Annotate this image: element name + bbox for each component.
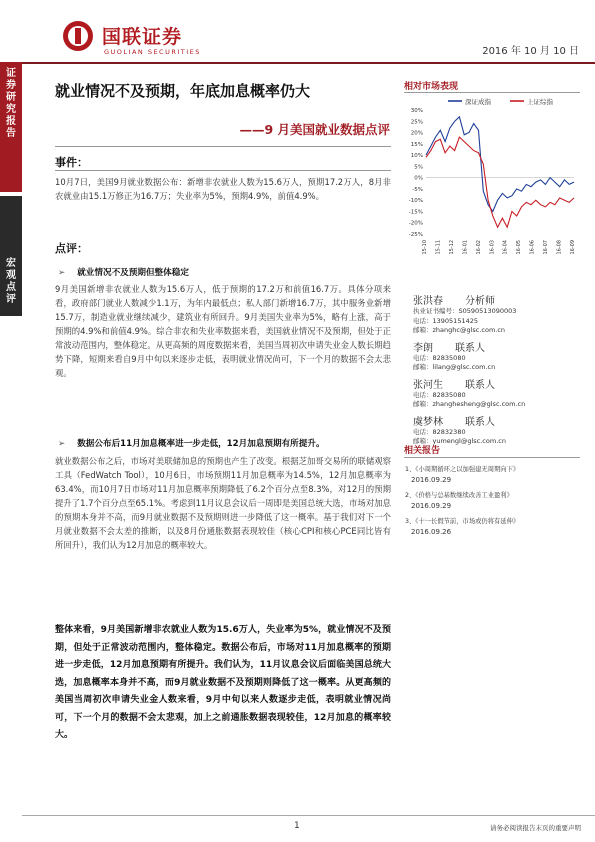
header-divider (0, 62, 595, 64)
x-tick-label: 16-01 (462, 240, 469, 255)
band-char: 究 (6, 104, 16, 115)
point1-heading (58, 266, 394, 278)
x-tick-label: 16-04 (502, 240, 509, 255)
arrow-icon: ➢ (58, 439, 66, 449)
footer-divider (22, 815, 595, 816)
analyst-entry (413, 292, 583, 336)
x-tick-label: 15-10 (422, 240, 428, 255)
band-char: 宏 (6, 258, 16, 269)
guolian-logo-icon (62, 20, 94, 52)
event-label: 事件： (55, 156, 88, 169)
related-report-title[interactable]: 2、《价格与总基数继续改善工业盈利》 (405, 492, 513, 499)
point1-heading-text: 就业情况不及预期但整体稳定 (77, 268, 189, 278)
report-category-band (0, 196, 22, 316)
analyst-name: 张河生 (413, 379, 443, 391)
related-report-list (405, 465, 585, 543)
x-tick-label: 16-02 (475, 240, 482, 255)
related-report-item[interactable] (405, 465, 585, 485)
related-report-title[interactable]: 1、《小周期循环之以加强建无周期向下》 (405, 466, 520, 473)
legend-label: 上证综指 (527, 98, 553, 106)
analyst-detail: 电话：13905151425 (413, 316, 478, 325)
y-tick-label: 0% (414, 175, 423, 182)
page-number: 1 (294, 821, 300, 831)
related-report-date: 2016.09.29 (411, 476, 452, 484)
band-char: 告 (6, 128, 16, 139)
summary-text: 整体来看，9月美国新增非农就业人数为15.6万人，失业率为5%，就业情况不及预期，但处于正常波动范围内，整体稳定。数据公布后，市场对11月加息概率的预期进一步走低，12月加息预期有所提升。我们认为，11月议息会议后面临美国总统大选，加息概率本身并不高，而9月就业数据不及预期则降低了这一概率。从更高频的美国当周初次申请失业金人数来看，9月中旬以来人数逐步走低，表明就业情况尚可，下一个月的数据不会太悲观，加上之前通胀数据表现较佳，12月加息的概率较大。 (55, 625, 391, 740)
report-date: 2016 年 10 月 10 日 (482, 46, 579, 57)
report-title: 就业情况不及预期，年底加息概率仍大 (55, 82, 311, 100)
analyst-entry (413, 413, 583, 447)
y-tick-label: -15% (408, 209, 423, 216)
band-char: 证 (6, 68, 16, 79)
x-tick-label: 16-05 (516, 240, 523, 255)
point2-heading (58, 437, 394, 449)
analyst-name: 张洪春 (413, 296, 443, 307)
analyst-list (413, 292, 583, 450)
event-divider (55, 170, 391, 171)
analyst-name: 虞梦林 (413, 416, 443, 428)
analyst-detail: 电话：82835080 (413, 390, 466, 399)
y-tick-label: 30% (410, 108, 423, 114)
analyst-email[interactable]: 邮箱：yumengl@glsc.com.cn (413, 437, 506, 445)
brand-name-en: GUOLIAN SECURITIES (104, 48, 201, 56)
band-char: 点 (6, 282, 16, 293)
y-tick-label: 15% (410, 141, 423, 148)
x-tick-label: 16-03 (489, 240, 496, 255)
series-line (426, 117, 574, 212)
y-tick-label: 5% (414, 164, 423, 171)
y-tick-label: 20% (410, 130, 423, 137)
band-char: 券 (6, 80, 16, 91)
analyst-entry (413, 339, 583, 373)
x-tick-label: 16-07 (543, 240, 550, 255)
related-report-title[interactable]: 3、《十一长假节前，市场或仍将有延伸》 (405, 518, 520, 525)
band-char: 观 (6, 270, 16, 281)
analyst-entry (413, 376, 583, 410)
title-divider (55, 146, 391, 147)
x-tick-label: 15-12 (448, 240, 455, 255)
brand-name-cn: 国联证券 (102, 26, 183, 48)
band-char: 报 (6, 116, 16, 127)
analyst-role: 联系人 (465, 416, 495, 428)
analyst-role: 联系人 (455, 342, 485, 354)
comment-label: 点评： (55, 242, 88, 255)
band-char: 评 (6, 294, 16, 305)
analyst-email[interactable]: 邮箱：zhanghc@glsc.com.cn (413, 326, 506, 334)
report-subtitle: ——9 月美国就业数据点评 (239, 122, 390, 137)
arrow-icon: ➢ (58, 268, 66, 278)
related-report-item[interactable] (405, 517, 585, 537)
x-tick-label: 16-08 (556, 240, 563, 255)
point2-text: 就业数据公布之后，市场对美联储加息的预期也产生了改变。根据芝加哥交易所的联储观察工具（FedWatch Tool），10月6日，市场预期11月加息概率为14.5%，12月加息概率为63.4%，而10月7日市场对11月加息概率预期降低了6.2个百分点至8.3%，对12月的预期提升了1.7个百分点至65.1%。考虑到11月议息会议后一周即是美国总统大选，市场对加息的预期本身并不高，而9月就业数据不及预期则进一步降低了这一概率。基于我们对下一个月就业数据不会太差的推断，以及8月份通胀数据表现较佳（核心CPI和核心PCE同比皆有所回升），我们认为12月加息的概率较大。 (55, 456, 391, 550)
report-type-band (0, 62, 22, 192)
related-report-item[interactable] (405, 491, 585, 511)
x-tick-label: 16-06 (529, 240, 536, 255)
series-line (426, 137, 574, 227)
analyst-email[interactable]: 邮箱：zhanghesheng@glsc.com.cn (413, 400, 526, 408)
x-tick-label: 16-09 (570, 240, 576, 255)
related-report-date: 2016.09.26 (411, 528, 452, 536)
analyst-name: 李朗 (413, 342, 433, 354)
band-char: 研 (6, 92, 16, 103)
analyst-detail: 电话：82832380 (413, 427, 466, 436)
related-report-date: 2016.09.29 (411, 502, 452, 510)
analyst-role: 分析师 (465, 296, 495, 307)
point1-text: 9月美国新增非农就业人数为15.6万人，低于预期的17.2万和前值16.7万。具体分项来看，政府部门就业人数减少1.1万，为年内最低点；私人部门新增16.7万，其中服务业新增15.7万，制造业就业继续减少，建筑业有所回升。9月美国失业率为5%，略有上涨，高于预期的4.9%和前值4.9%。综合非农和失业率数据来看，美国就业情况不及预期，但处于正常波动范围内，整体稳定。从更高频的周度数据来看，美国当周初次申请失业金人数长期趋势下降，短期来看自9月中旬以来逐步走低，表明就业情况尚可，下一个月的数据不会太悲观。 (55, 284, 391, 378)
x-tick-label: 15-11 (435, 240, 442, 255)
analyst-detail: 电话：82835080 (413, 353, 466, 362)
footer-disclaimer: 请务必阅读报告末页的重要声明 (490, 824, 581, 832)
brand-logo (62, 20, 222, 64)
relative-performance-chart (398, 92, 582, 272)
market-section-title: 相对市场表现 (404, 82, 459, 92)
y-tick-label: 25% (410, 119, 423, 126)
y-tick-label: -20% (408, 220, 423, 227)
y-tick-label: -25% (408, 232, 423, 238)
related-divider (404, 457, 580, 458)
analyst-role: 联系人 (465, 379, 495, 391)
y-tick-label: -10% (408, 198, 423, 205)
legend-label: 深证成指 (465, 98, 491, 106)
event-text: 10月7日，美国9月就业数据公布：新增非农就业人数为15.6万人，预期17.2万人，8月非农就业由15.1万修正为16.7万；失业率为5%，预期4.9%，前值4.9%。 (55, 177, 391, 201)
y-tick-label: 10% (410, 153, 423, 160)
analyst-email[interactable]: 邮箱：lilang@glsc.com.cn (413, 363, 496, 371)
y-tick-label: -5% (412, 186, 423, 193)
related-section-title: 相关报告 (404, 446, 441, 456)
analyst-detail: 执业证书编号：S0590513090003 (413, 307, 517, 315)
point2-heading-text: 数据公布后11月加息概率进一步走低，12月加息预期有所提升。 (77, 439, 325, 449)
